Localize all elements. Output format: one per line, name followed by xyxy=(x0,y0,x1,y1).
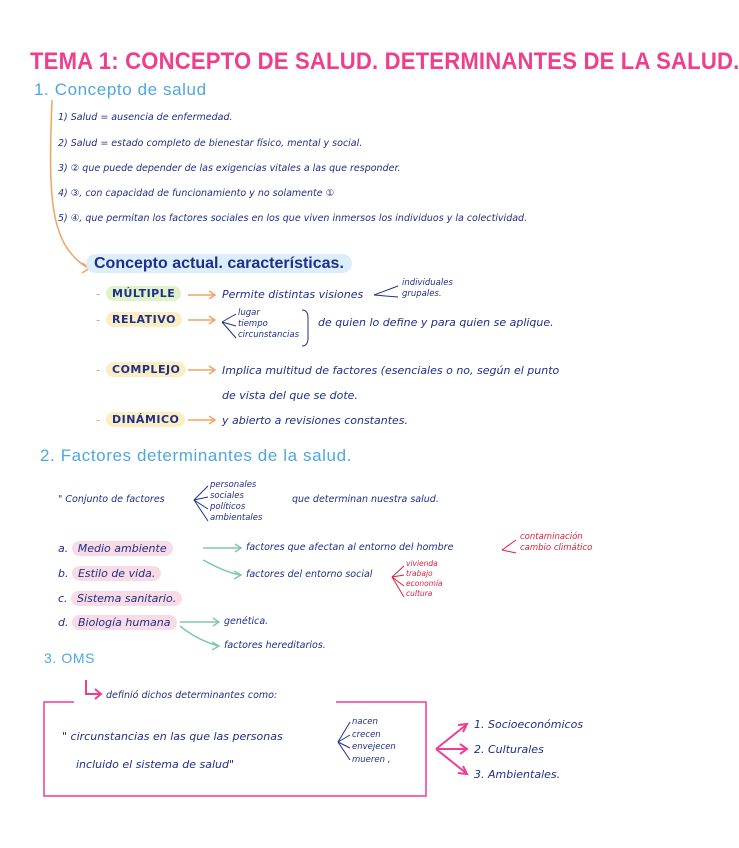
complejo-text-2: de vista del que se dote. xyxy=(222,389,358,402)
concepto-actual-heading: Concepto actual. características. xyxy=(86,255,352,273)
section-3-heading: 3. OMS xyxy=(44,650,96,666)
bullet-dash: - xyxy=(96,413,101,427)
bullet-dash: - xyxy=(96,313,101,327)
multiple-text: Permite distintas visiones xyxy=(222,288,364,301)
multiple-options: individuales grupales. xyxy=(402,278,453,299)
biology-genetics: genética. xyxy=(224,616,269,627)
factors-definition-end: que determinan nuestra salud. xyxy=(292,494,439,505)
factor-d: d. Biología humana xyxy=(58,616,177,629)
dinamico-keyword: DINÁMICO xyxy=(106,413,185,426)
concept-item-4: 4) ③, con capacidad de funcionamiento y no solamente ① xyxy=(58,188,335,199)
factor-a: a. Medio ambiente xyxy=(58,542,173,555)
relativo-options: lugar tiempo circunstancias xyxy=(238,308,300,340)
dinamico-text: y abierto a revisiones constantes. xyxy=(222,414,409,427)
environment-text: factores que afectan al entorno del hombre xyxy=(246,542,454,553)
oms-quote-line-2: incluido el sistema de salud" xyxy=(76,758,235,771)
concept-item-3: 3) ② que puede depender de las exigencias vitales a las que responder. xyxy=(58,163,401,174)
factor-c: c. Sistema sanitario. xyxy=(58,592,182,605)
relativo-text: de quien lo define y para quien se aplique. xyxy=(318,316,554,329)
bullet-dash: - xyxy=(96,363,101,377)
page-title: TEMA 1: CONCEPTO DE SALUD. DETERMINANTES DE LA SALUD. xyxy=(30,48,739,75)
lifestyle-options: vivienda trabajo economía cultura xyxy=(406,559,443,598)
concept-item-2: 2) Salud = estado completo de bienestar físico, mental y social. xyxy=(58,138,363,149)
relativo-keyword: RELATIVO xyxy=(106,313,182,326)
section-2-heading: 2. Factores determinantes de la salud. xyxy=(40,446,352,465)
complejo-keyword: COMPLEJO xyxy=(106,363,186,376)
lifestyle-text: factores del entorno social xyxy=(246,569,373,580)
factors-definition-options: personales sociales políticos ambientales xyxy=(210,480,263,523)
oms-verbs: nacen crecen envejecen mueren , xyxy=(352,717,396,765)
oms-intro: definió dichos determinantes como: xyxy=(106,690,278,701)
concept-item-5: 5) ④, que permitan los factores sociales en los que viven inmersos los individuos y la colectividad. xyxy=(58,213,528,224)
determinant-type-3: 3. Ambientales. xyxy=(474,768,561,781)
oms-quote-line-1: " circunstancias en las que las personas xyxy=(62,730,283,743)
factors-definition-start: " Conjunto de factores xyxy=(58,494,165,505)
determinant-type-1: 1. Socioeconómicos xyxy=(474,718,584,731)
complejo-text-1: Implica multitud de factores (esenciales o no, según el punto xyxy=(222,364,560,377)
biology-hereditary: factores hereditarios. xyxy=(224,640,326,651)
determinant-type-2: 2. Culturales xyxy=(474,743,544,756)
section-1-heading: 1. Concepto de salud xyxy=(34,80,207,99)
concept-item-1: 1) Salud = ausencia de enfermedad. xyxy=(58,112,233,123)
bullet-dash: - xyxy=(96,287,101,301)
multiple-keyword: MÚLTIPLE xyxy=(106,287,181,300)
factor-b: b. Estilo de vida. xyxy=(58,567,161,580)
environment-options: contaminación cambio climático xyxy=(520,532,593,553)
